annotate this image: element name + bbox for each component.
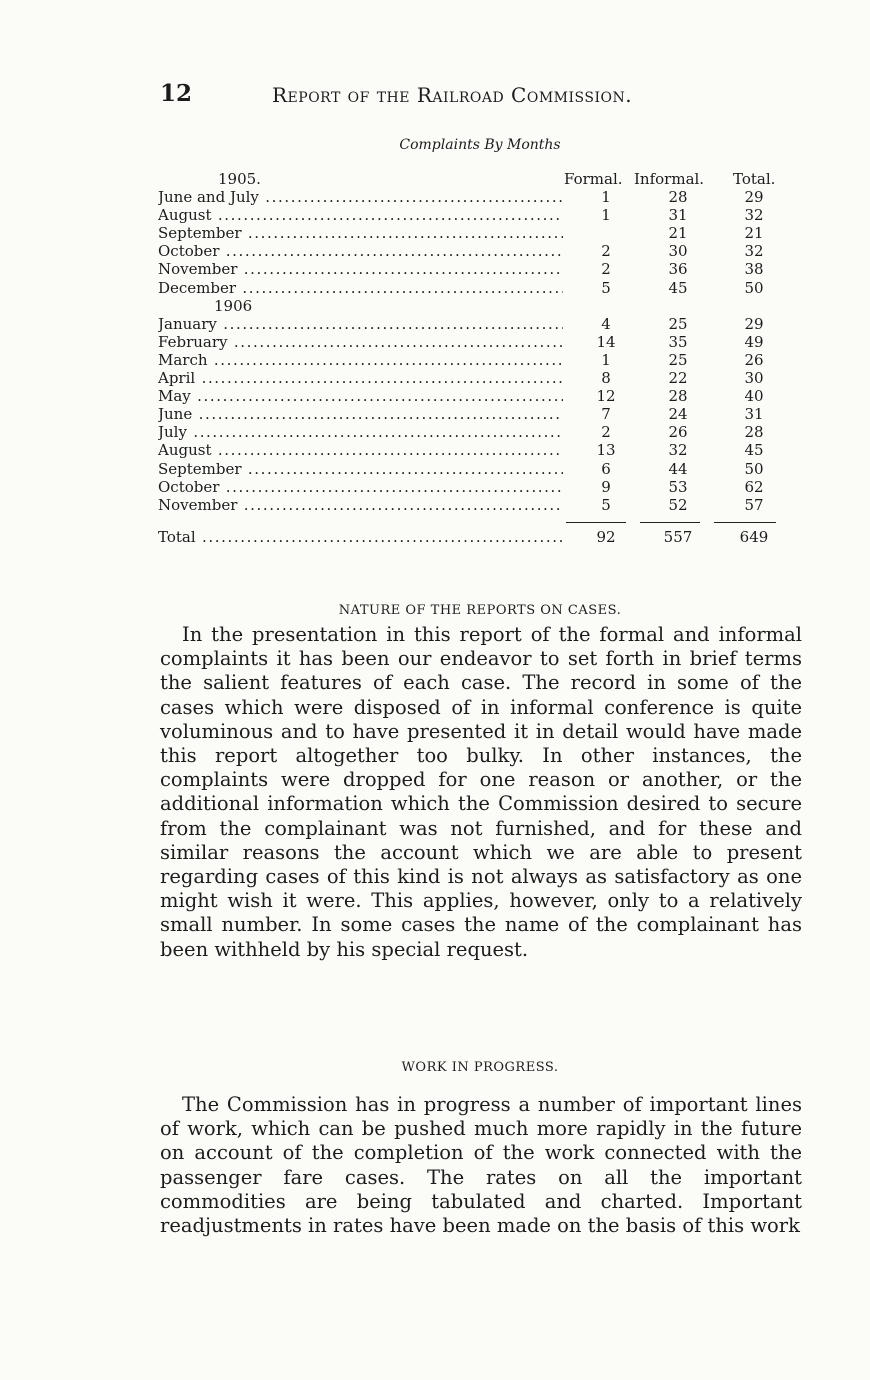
table-row	[158, 441, 788, 459]
informal-count: 45	[668, 278, 688, 297]
informal-count: 28	[668, 188, 688, 207]
table-row	[158, 279, 788, 297]
table-header-row	[158, 170, 788, 188]
table-row	[158, 351, 788, 369]
month-label: June and July .....	[158, 188, 563, 206]
total-count: 62	[744, 477, 764, 496]
total-count: 28	[744, 423, 764, 442]
table-row	[158, 496, 788, 514]
column-header-formal: Formal.	[564, 170, 623, 188]
formal-count: 1	[601, 188, 611, 207]
running-head: Report of the Railroad Commission.	[272, 83, 633, 107]
rows-1906	[158, 315, 788, 514]
table-row	[158, 206, 788, 224]
informal-count: 30	[668, 242, 688, 261]
table-row	[158, 188, 788, 206]
formal-count: 5	[601, 278, 611, 297]
formal-count: 1	[601, 350, 611, 369]
total-informal: 557	[663, 527, 693, 546]
month-label: September .....	[158, 460, 563, 478]
informal-count: 31	[668, 206, 688, 225]
informal-count: 28	[668, 387, 688, 406]
informal-count: 32	[668, 441, 688, 460]
total-label: Total .....	[158, 528, 563, 546]
formal-count: 8	[601, 369, 611, 388]
complaints-table	[158, 170, 788, 546]
informal-count: 25	[668, 350, 688, 369]
month-label: February .....	[158, 333, 563, 351]
formal-count: 2	[601, 242, 611, 261]
month-label: July .....	[158, 423, 563, 441]
total-count: 21	[744, 224, 764, 243]
total-formal: 92	[596, 527, 616, 546]
total-count: 29	[744, 314, 764, 333]
total-count: 50	[744, 278, 764, 297]
formal-count: 5	[601, 495, 611, 514]
page-number: 12	[160, 80, 193, 107]
rule-total	[714, 522, 776, 524]
formal-count: 14	[596, 332, 616, 351]
paragraph-work: The Commission has in progress a number of important lines of work, which can be pushed much more rapidly in the future on account of the completion of the work connected with the passenger fare cases. The rates on all the important commodities are being tabulated and charted. Important readjustments in rates have been made on the basis of this work	[160, 1093, 802, 1238]
month-label: December .....	[158, 279, 563, 297]
table-row	[158, 423, 788, 441]
rows-1905	[158, 188, 788, 297]
year-1905-label: 1905.	[218, 170, 261, 188]
total-count: 57	[744, 495, 764, 514]
total-count: 30	[744, 369, 764, 388]
informal-count: 52	[668, 495, 688, 514]
month-label: October .....	[158, 478, 563, 496]
month-label: June .....	[158, 405, 563, 423]
month-label: November .....	[158, 260, 563, 278]
table-row	[158, 460, 788, 478]
informal-count: 26	[668, 423, 688, 442]
section-heading-nature: NATURE OF THE REPORTS ON CASES.	[338, 603, 622, 618]
informal-count: 25	[668, 314, 688, 333]
month-label: October .....	[158, 242, 563, 260]
total-count: 40	[744, 387, 764, 406]
formal-count: 2	[601, 423, 611, 442]
section-heading-work: WORK IN PROGRESS.	[401, 1060, 559, 1075]
total-count: 32	[744, 206, 764, 225]
informal-count: 44	[668, 459, 688, 478]
formal-count: 9	[601, 477, 611, 496]
total-count: 50	[744, 459, 764, 478]
informal-count: 21	[668, 224, 688, 243]
informal-count: 36	[668, 260, 688, 279]
table-row	[158, 260, 788, 278]
table-row	[158, 369, 788, 387]
month-label: March .....	[158, 351, 563, 369]
rule-formal	[566, 522, 626, 524]
column-header-informal: Informal.	[634, 170, 705, 188]
total-count: 29	[744, 188, 764, 207]
rule-informal	[640, 522, 700, 524]
formal-count: 4	[601, 314, 611, 333]
total-rules	[158, 514, 788, 528]
total-count: 26	[744, 350, 764, 369]
paragraph-nature: In the presentation in this report of the formal and informal complaints it has been our endeavor to set forth in brief terms the salient features of each case. The record in some of the cases which were disposed of in informal conference is quite voluminous and to have presented it in detail would have made this report altogether too bulky. In other instances, the complaints were dropped for one reason or another, or the additional information which the Commission desired to secure from the complainant was not furnished, and for these and similar reasons the account which we are able to present regarding cases of this kind is not always as satisfactory as one might wish it were. This applies, however, only to a relatively small number. In some cases the name of the complainant has been withheld by his special request.	[160, 623, 802, 961]
month-label: April .....	[158, 369, 563, 387]
total-count: 49	[744, 332, 764, 351]
formal-count: 12	[596, 387, 616, 406]
table-row	[158, 405, 788, 423]
table-row	[158, 224, 788, 242]
table-row	[158, 333, 788, 351]
table-row	[158, 315, 788, 333]
month-label: August .....	[158, 441, 563, 459]
informal-count: 24	[668, 405, 688, 424]
month-label: January .....	[158, 315, 563, 333]
month-label: August .....	[158, 206, 563, 224]
year-1906-label: 1906	[214, 296, 253, 315]
formal-count: 7	[601, 405, 611, 424]
table-row	[158, 478, 788, 496]
formal-count: 1	[601, 206, 611, 225]
formal-count: 2	[601, 260, 611, 279]
table-row	[158, 387, 788, 405]
formal-count: 13	[596, 441, 616, 460]
year-1906-row	[158, 297, 788, 315]
informal-count: 53	[668, 477, 688, 496]
total-total: 649	[739, 527, 769, 546]
table-row	[158, 242, 788, 260]
total-count: 45	[744, 441, 764, 460]
total-count: 31	[744, 405, 764, 424]
month-label: November .....	[158, 496, 563, 514]
informal-count: 22	[668, 369, 688, 388]
month-label: May .....	[158, 387, 563, 405]
month-label: September .....	[158, 224, 563, 242]
formal-count: 6	[601, 459, 611, 478]
total-count: 32	[744, 242, 764, 261]
table-title: Complaints By Months	[399, 137, 561, 153]
total-row	[158, 528, 788, 546]
column-header-total: Total.	[733, 170, 776, 188]
informal-count: 35	[668, 332, 688, 351]
total-count: 38	[744, 260, 764, 279]
